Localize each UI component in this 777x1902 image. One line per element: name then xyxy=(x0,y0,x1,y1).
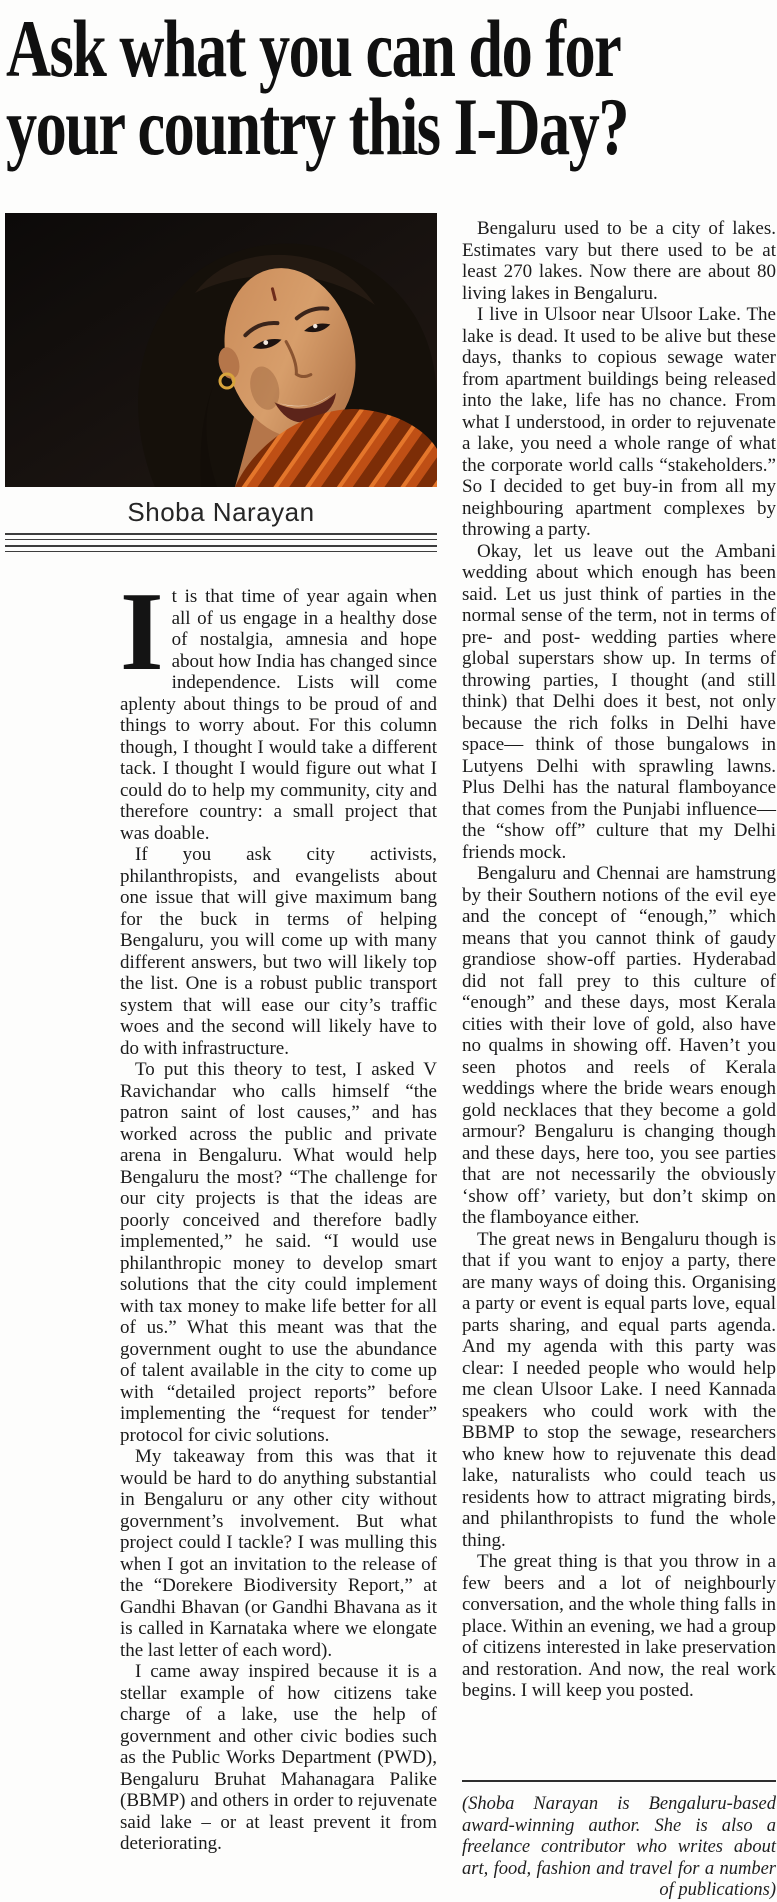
author-portrait-illustration xyxy=(5,213,437,487)
paragraph-text: t is that time of year again when all of us engage in a healthy dose of nostalgia, amnesia and hope about how India has changed since independence. Lists will come aplenty about things to be proud of and things to worry about. For this column though, I thought I would take a different tack. I thought I would figure out what I could do to help my community, city and therefore country: a small project that was doable. xyxy=(120,586,437,844)
paragraph xyxy=(120,570,437,844)
paragraph: I live in Ulsoor near Ulsoor Lake. The lake is dead. It used to be alive but these days, thanks to copious sewage water from apartment buildings being released into the lake, life has no chance. From what I understood, in order to rejuvenate a lake, you need a whole range of what the corporate world calls “stakeholders.” So I decided to get buy-in from all my neighbouring apartment complexes by throwing a party. xyxy=(462,304,776,540)
paragraph: The great news in Bengaluru though is that if you want to enjoy a party, there are many ways of doing this. Organising a party or event is equal parts love, equal parts sharing, and equal parts agenda. And my agenda with this party was clear: I needed people who would help me clean Ulsoor Lake. I need Kannada speakers who could work with the BBMP to stop the sewage, researchers who knew how to rejuvenate this dead lake, naturalists who could teach us residents how to attract migrating birds, and philanthropists to fund the whole thing. xyxy=(462,1228,776,1551)
byline: Shoba Narayan xyxy=(127,497,315,527)
footer-credit: (Shoba Narayan is Bengaluru-based award-winning author. She is also a freelance contributor who writes about art, food, fashion and travel for a number of publications) xyxy=(462,1794,776,1900)
paragraph: To put this theory to test, I asked V Ravichandar who calls himself “the patron saint of lost causes,” and has worked across the public and private arena in Bengaluru. What would help Bengaluru the most? “The challenge for our city projects is that the ideas are poorly conceived and therefore badly implemented,” he said. “I would use philanthropic money to develop smart solutions that the city could implement with tax money to make life better for all of us.” What this meant was that the government ought to use the abundance of talent available in the city to come up with “detailed project reports” before implementing the “request for tender” protocol for civic solutions. xyxy=(120,1059,437,1446)
headline-line-2: your country this I-Day? xyxy=(6,81,628,172)
paragraph: Bengaluru and Chennai are hamstrung by their Southern notions of the evil eye and the concept of “enough,” which means that you cannot think of gaudy grandiose show-off parties. Hyderabad did not fall prey to this culture of “enough” and these days, most Kerala cities with their love of gold, also have no qualms in showing off. Haven’t you seen photos and reels of Kerala weddings where the bride wears enough gold necklaces that they become a gold armour? Bengaluru is changing though and these days, here too, you see parties that are not necessarily the obviously ‘show off’ variety, but don’t skimp on the flamboyance either. xyxy=(462,863,776,1228)
paragraph: Bengaluru used to be a city of lakes. Estimates vary but there used to be at least 270 lakes. Now there are about 80 living lakes in Bengaluru. xyxy=(462,218,776,304)
paragraph: Okay, let us leave out the Ambani wedding about which enough has been said. Let us just think of parties in the normal sense of the term, not in terms of pre- and post- wedding parties where global superstars show up. In terms of throwing parties, I thought (and still think) that Delhi does it best, not only because the rich folks in Delhi have space— think of those bungalows in Lutyens Delhi with sprawling lawns. Plus Delhi has the natural flamboyance that comes from the Punjabi influence—the “show off” culture that my Delhi friends mock. xyxy=(462,540,776,863)
article-left-column xyxy=(120,570,437,1855)
byline-rule-top xyxy=(5,533,437,540)
byline-rule-bottom xyxy=(5,545,437,552)
author-photo xyxy=(5,213,437,487)
footer xyxy=(462,1780,776,1902)
article-right-column xyxy=(462,218,776,1702)
paragraph: If you ask city activists, philanthropists, and evangelists about one issue that will give maximum bang for the buck in terms of helping Bengaluru, you will come up with many different answers, but two will likely top the list. One is a robust public transport system that will ease our city’s traffic woes and the second will likely have to do with infrastructure. xyxy=(120,844,437,1059)
paragraph: My takeaway from this was that it would be hard to do anything substantial in Bengaluru or any other city without government’s involvement. But what project could I tackle? I was mulling this when I got an invitation to the release of the “Dorekere Biodiversity Report,” at Gandhi Bhavan (or Gandhi Bhavana as it is called in Karnataka where we elongate the last letter of each word). xyxy=(120,1446,437,1661)
headline-line-1: Ask what you can do for xyxy=(6,3,621,94)
article-headline xyxy=(6,3,776,172)
paragraph: The great thing is that you throw in a few beers and a lot of neighbourly conversation, and the whole thing falls in place. Within an evening, we had a group of citizens interested in lake preservation and restoration. And now, the real work begins. I will keep you posted. xyxy=(462,1551,776,1701)
drop-cap: I xyxy=(120,570,164,694)
paragraph: I came away inspired because it is a stellar example of how citizens take charge of a lake, use the help of government and other civic bodies such as the Public Works Department (PWD), Bengaluru Bruhat Mahanagara Palike (BBMP) and others in order to rejuvenate said lake – or at least prevent it from deteriorating. xyxy=(120,1661,437,1854)
footer-divider xyxy=(462,1780,776,1782)
